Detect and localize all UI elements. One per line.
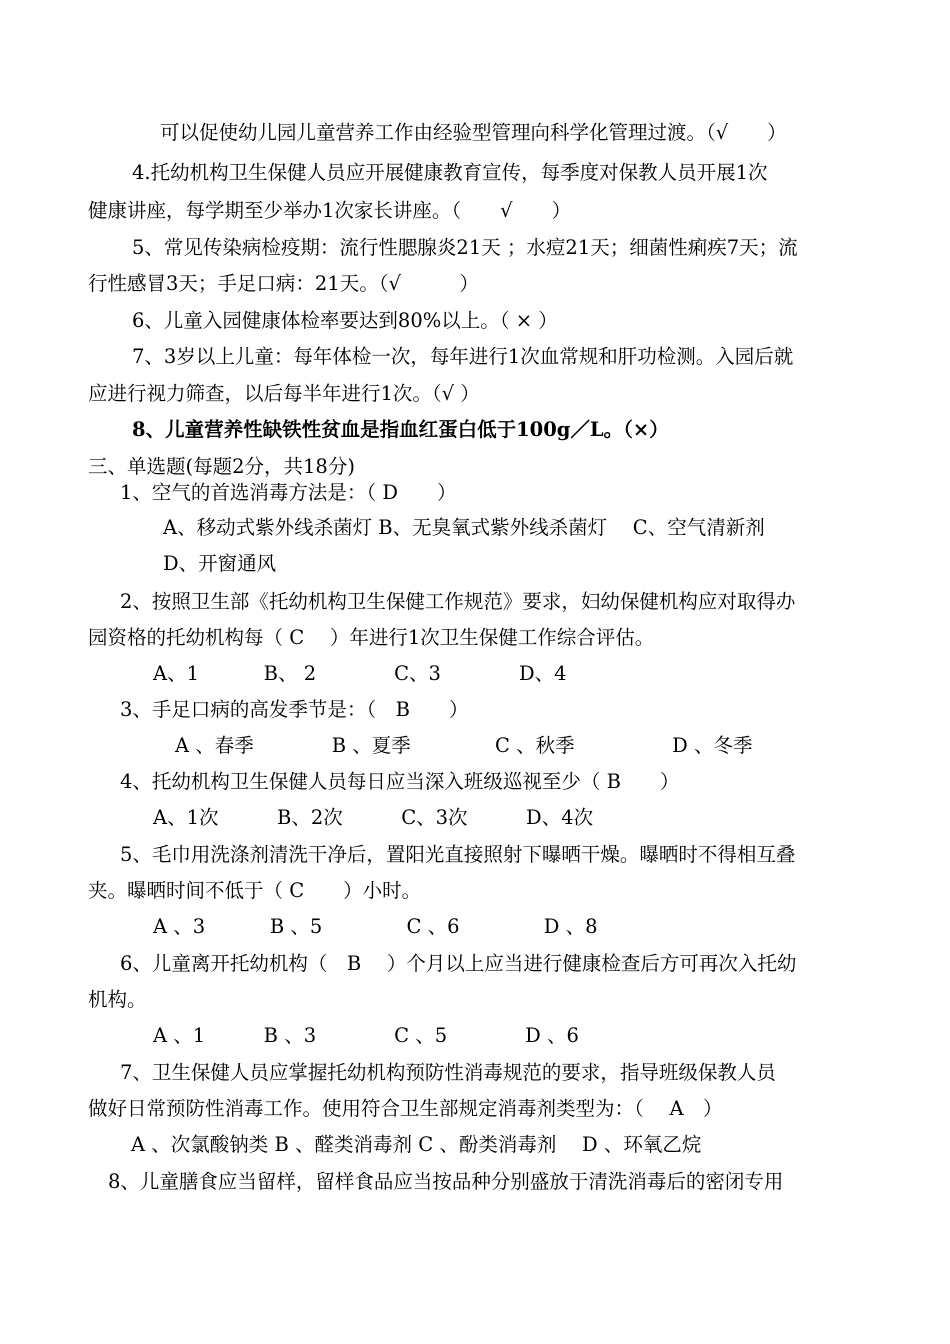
single-choice-question-2: 2、按照卫生部《托幼机构卫生保健工作规范》要求，妇幼保健机构应对取得办 [120,590,796,613]
single-choice-question-7: 7、卫生保健人员应掌握托幼机构预防性消毒规范的要求，指导班级保教人员 [120,1061,776,1084]
answer-options: A、移动式紫外线杀菌灯 B、无臭氧式紫外线杀菌灯 C、空气清新剂 [163,516,765,539]
single-choice-question-6: 6、儿童离开托幼机构（ B ）个月以上应当进行健康检查后方可再次入托幼 [120,952,797,975]
true-false-question-6: 6、儿童入园健康体检率要达到80%以上。（ × ） [132,309,558,332]
single-choice-question-3: 3、手足口病的高发季节是：（ B ） [120,698,469,721]
true-false-question-5: 5、常见传染病检疫期：流行性腮腺炎21天 ；水痘21天；细菌性痢疾7天；流 [132,236,798,259]
true-false-question-8: 8、儿童营养性缺铁性贫血是指血红蛋白低于100g／L。（×） [132,418,669,441]
text-line: 行性感冒3天；手足口病：21天。（√ ） [88,272,479,295]
single-choice-question-5: 5、毛巾用洗涤剂清洗干净后，置阳光直接照射下曝晒干燥。曝晒时不得相互叠 [120,843,796,866]
section-heading: 三、单选题(每题2分，共18分) [88,455,355,478]
text-line: 夹。曝晒时间不低于（ C ）小时。 [88,879,422,902]
single-choice-question-4: 4、托幼机构卫生保健人员每日应当深入班级巡视至少（ B ） [120,770,680,793]
text-line: 应进行视力筛查，以后每半年进行1次。（√ ） [88,382,480,405]
answer-options: A 、3 B 、5 C 、6 D 、8 [153,915,598,938]
answer-options: A 、次氯酸钠类 B 、醛类消毒剂 C 、酚类消毒剂 D 、环氧乙烷 [131,1133,702,1156]
answer-options: D、开窗通风 [163,552,277,575]
answer-options: A、1 B、 2 C、3 D、4 [153,662,567,685]
text-line: 园资格的托幼机构每（ C ）年进行1次卫生保健工作综合评估。 [88,626,655,649]
text-line: 可以促使幼儿园儿童营养工作由经验型管理向科学化管理过渡。（√ ） [160,121,787,144]
true-false-question-4: 4.托幼机构卫生保健人员应开展健康教育宣传，每季度对保教人员开展1次 [132,161,768,184]
text-line: 机构。 [88,988,147,1011]
true-false-question-7: 7、3岁以上儿童：每年体检一次，每年进行1次血常规和肝功检测。入园后就 [132,345,794,368]
single-choice-question-8: 8、儿童膳食应当留样，留样食品应当按品种分别盛放于清洗消毒后的密闭专用 [108,1170,784,1193]
answer-options: A、1次 B、2次 C、3次 D、4次 [153,806,594,829]
answer-options: A 、1 B 、3 C 、5 D 、6 [153,1024,579,1047]
single-choice-question-1: 1、空气的首选消毒方法是：（ D ） [120,481,457,504]
answer-options: A 、春季 B 、夏季 C 、秋季 D 、冬季 [175,734,753,757]
text-line: 做好日常预防性消毒工作。使用符合卫生部规定消毒剂类型为：（ A ） [88,1097,723,1120]
text-line: 健康讲座，每学期至少举办1次家长讲座。（ √ ） [88,199,572,222]
